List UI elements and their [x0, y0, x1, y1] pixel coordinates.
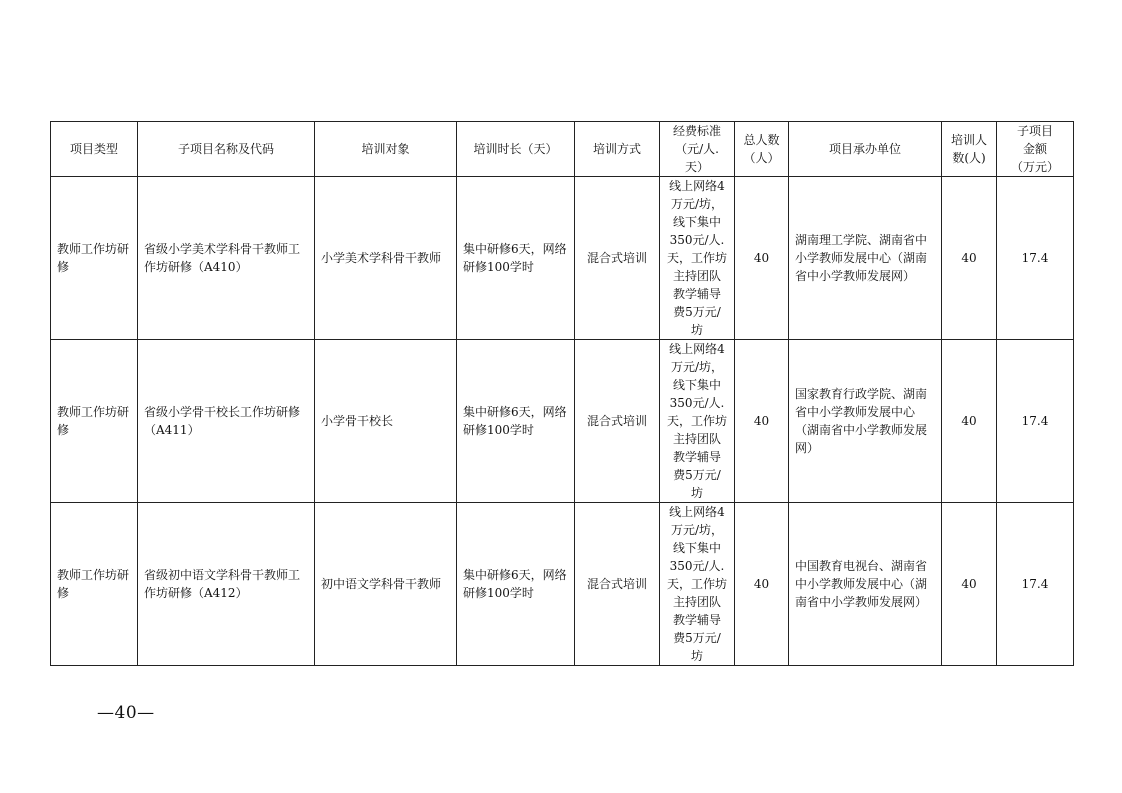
cell-project-type: 教师工作坊研修 [51, 177, 138, 340]
header-target: 培训对象 [315, 122, 457, 177]
cell-organizer: 湖南理工学院、湖南省中小学教师发展中心（湖南省中小学教师发展网） [789, 177, 942, 340]
cell-subproject: 省级小学骨干校长工作坊研修（A411） [138, 340, 315, 503]
header-method: 培训方式 [575, 122, 660, 177]
cell-fee: 线上网络4 万元/坊， 线下集中 350元/人. 天，工作坊 主持团队 教学辅导 费5万元/ 坊 [660, 503, 735, 666]
table-row [51, 177, 1074, 340]
cell-fee: 线上网络4 万元/坊， 线下集中 350元/人. 天，工作坊 主持团队 教学辅导 费5万元/ 坊 [660, 340, 735, 503]
cell-method: 混合式培训 [575, 340, 660, 503]
cell-subproject: 省级小学美术学科骨干教师工作坊研修（A410） [138, 177, 315, 340]
cell-trainees: 40 [942, 503, 997, 666]
cell-amount: 17.4 [997, 177, 1074, 340]
cell-fee: 线上网络4 万元/坊， 线下集中 350元/人. 天，工作坊 主持团队 教学辅导 费5万元/ 坊 [660, 177, 735, 340]
header-trainees: 培训人 数(人) [942, 122, 997, 177]
header-total: 总人数 （人） [735, 122, 789, 177]
table-row [51, 340, 1074, 503]
cell-total: 40 [735, 503, 789, 666]
cell-total: 40 [735, 340, 789, 503]
header-organizer: 项目承办单位 [789, 122, 942, 177]
cell-amount: 17.4 [997, 340, 1074, 503]
cell-method: 混合式培训 [575, 177, 660, 340]
cell-amount: 17.4 [997, 503, 1074, 666]
cell-target: 小学美术学科骨干教师 [315, 177, 457, 340]
header-project-type: 项目类型 [51, 122, 138, 177]
cell-project-type: 教师工作坊研修 [51, 503, 138, 666]
header-duration: 培训时长（天） [457, 122, 575, 177]
project-table [50, 121, 1074, 666]
header-amount: 子项目 金额 （万元） [997, 122, 1074, 177]
cell-trainees: 40 [942, 177, 997, 340]
cell-duration: 集中研修6天，网络研修100学时 [457, 177, 575, 340]
cell-method: 混合式培训 [575, 503, 660, 666]
header-fee: 经费标准 （元/人. 天） [660, 122, 735, 177]
cell-project-type: 教师工作坊研修 [51, 340, 138, 503]
cell-duration: 集中研修6天，网络研修100学时 [457, 340, 575, 503]
cell-target: 小学骨干校长 [315, 340, 457, 503]
cell-target: 初中语文学科骨干教师 [315, 503, 457, 666]
header-subproject: 子项目名称及代码 [138, 122, 315, 177]
cell-organizer: 中国教育电视台、湖南省中小学教师发展中心（湖南省中小学教师发展网） [789, 503, 942, 666]
table-header-row [51, 122, 1074, 177]
cell-duration: 集中研修6天，网络研修100学时 [457, 503, 575, 666]
cell-subproject: 省级初中语文学科骨干教师工作坊研修（A412） [138, 503, 315, 666]
cell-trainees: 40 [942, 340, 997, 503]
page-number: —40— [97, 703, 155, 723]
table-row [51, 503, 1074, 666]
cell-organizer: 国家教育行政学院、湖南省中小学教师发展中心（湖南省中小学教师发展网） [789, 340, 942, 503]
cell-total: 40 [735, 177, 789, 340]
